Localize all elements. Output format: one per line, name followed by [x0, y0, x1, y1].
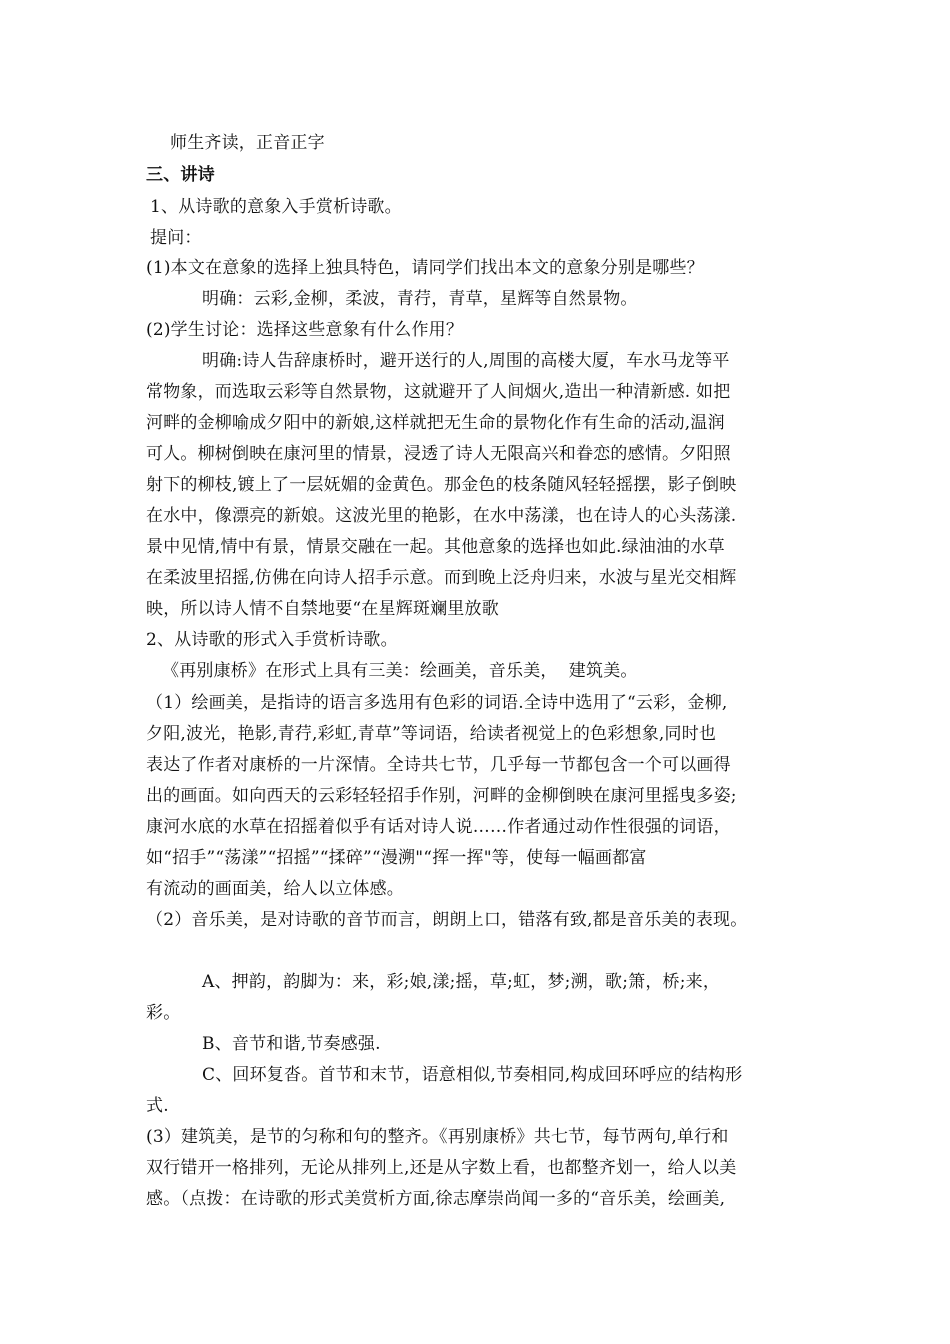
music-beauty-heading: （2）音乐美，是对诗歌的音节而言，朗朗上口，错落有致,都是音乐美的表现。 [146, 910, 748, 930]
answer-2-line-5: 射下的柳枝,镀上了一层妩媚的金黄色。那金色的枝条随风轻轻摇摆，影子倒映 [146, 475, 737, 495]
answer-2-line-7: 景中见情,情中有景，情景交融在一起。其他意象的选择也如此.绿油油的水草 [146, 537, 725, 557]
painting-beauty-line-3: 表达了作者对康桥的一片深情。全诗共七节，几乎每一节都包含一个可以画得 [146, 755, 731, 775]
answer-1: 明确：云彩,金柳，柔波，青荇，青草，星辉等自然景物。 [202, 289, 638, 309]
painting-beauty-line-1: （1）绘画美，是指诗的语言多选用有色彩的词语.全诗中选用了“云彩，金柳, [146, 693, 728, 713]
answer-2-line-4: 可人。柳树倒映在康河里的情景，浸透了诗人无限高兴和眷恋的感情。夕阳照 [146, 444, 731, 464]
question-2: (2)学生讨论：选择这些意象有什么作用？ [146, 320, 464, 340]
architecture-beauty-line-2: 双行错开一格排列，无论从排列上,还是从字数上看，也都整齐划一，给人以美 [146, 1158, 737, 1178]
architecture-beauty-line-3: 感。（点拨：在诗歌的形式美赏析方面,徐志摩崇尚闻一多的“音乐美，绘画美, [146, 1189, 726, 1209]
answer-2-line-2: 常物象，而选取云彩等自然景物，这就避开了人间烟火,造出一种清新感. 如把 [146, 382, 731, 402]
repetition-line-1: C、回环复沓。首节和末节，语意相似,节奏相同,构成回环呼应的结构形 [202, 1065, 743, 1085]
answer-2-line-6: 在水中，像漂亮的新娘。这波光里的艳影，在水中荡漾，也在诗人的心头荡漾. [146, 506, 737, 526]
painting-beauty-line-7: 有流动的画面美，给人以立体感。 [146, 879, 404, 899]
rhyme-line-2: 彩。 [146, 1003, 181, 1023]
repetition-line-2: 式. [146, 1096, 169, 1116]
painting-beauty-line-4: 出的画面。如向西天的云彩轻轻招手作别，河畔的金柳倒映在康河里摇曳多姿; [146, 786, 737, 806]
painting-beauty-line-6: 如“招手”“荡漾”“招摇”“揉碎”“漫溯"“挥一挥"等，使每一幅画都富 [146, 848, 647, 868]
question-1: (1)本文在意象的选择上独具特色，请同学们找出本文的意象分别是哪些？ [146, 258, 704, 278]
answer-2-line-1: 明确:诗人告辞康桥时，避开送行的人,周围的高楼大厦，车水马龙等平 [202, 351, 730, 371]
rhythm-point: B、音节和谐,节奏感强. [202, 1034, 381, 1054]
subsection-heading-1: 1、从诗歌的意象入手赏析诗歌。 [150, 197, 402, 217]
question-label: 提问： [150, 228, 202, 248]
section-heading-3: 三、讲诗 [146, 165, 215, 185]
answer-2-line-8: 在柔波里招摇,仿佛在向诗人招手示意。而到晚上泛舟归来，水波与星光交相辉 [146, 568, 737, 588]
painting-beauty-line-2: 夕阳,波光，艳影,青荇,彩虹,青草”等词语，给读者视觉上的色彩想象,同时也 [146, 724, 717, 744]
architecture-beauty-line-1: (3）建筑美，是节的匀称和句的整齐。《再别康桥》共七节，每节两句,单行和 [146, 1127, 729, 1147]
text-line-1: 师生齐读，正音正字 [170, 133, 325, 153]
rhyme-line-1: A、押韵，韵脚为：来，彩;娘,漾;摇，草;虹，梦;溯，歌;箫，桥;来， [202, 972, 721, 992]
subsection-heading-2: 2、从诗歌的形式入手赏析诗歌。 [146, 630, 398, 650]
painting-beauty-line-5: 康河水底的水草在招摇着似乎有话对诗人说……作者通过动作性很强的词语， [146, 817, 731, 837]
three-beauties-intro: 《再别康桥》在形式上具有三美：绘画美，音乐美， 建筑美。 [162, 661, 638, 681]
answer-2-line-9: 映，所以诗人情不自禁地要“在星辉斑斓里放歌 [146, 599, 499, 619]
answer-2-line-3: 河畔的金柳喻成夕阳中的新娘,这样就把无生命的景物化作有生命的活动,温润 [146, 413, 725, 433]
